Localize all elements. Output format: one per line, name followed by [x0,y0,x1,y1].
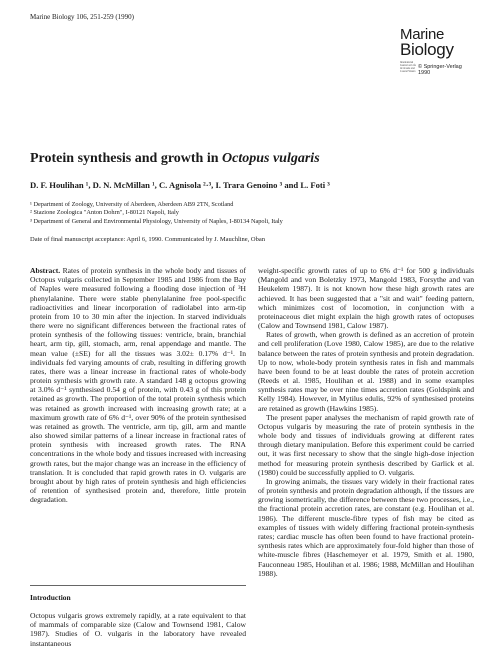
introduction-paragraph: Octopus vulgaris grows extremely rapidly, at a rate equivalent to that of mammals of comparable size (Calow and Townsend 1981, Calow 1987). Studies of O. vulgaris in the laboratory have revealed instantaneous [30,611,246,648]
paragraph-1: weight-specific growth rates of up to 6% d⁻¹ for 500 g individuals (Mangold and von Boletzky 1973, Mangold 1983, Forsythe and van Heukelem 1987). It is not known how these high growth rates are achieved. It has been suggested that a "sit and wait" feeding pattern, which minimizes cost of locomotion, in conjunction with a proteinaceous diet might explain the high growth rates of octopuses (Calow and Townsend 1981, Calow 1987). [258,266,474,331]
acceptance-date: Date of final manuscript acceptance: April 6, 1990. Communicated by J. Mauchline, Oban [30,236,266,243]
logo-copyright: © Springer-Verlag 1990 [418,64,462,76]
introduction-heading: Introduction [30,593,71,602]
affiliation-3: ³ Department of General and Environmental Physiology, University of Naples, I-80134 Napoli, Italy [30,217,283,225]
introduction-text [30,611,246,648]
logo-small-text: International Journal on Life in Oceans and Coastal Waters [400,61,416,73]
affiliation-2: ² Stazione Zoologica "Anton Dohrn", I-80121 Napoli, Italy [30,209,179,217]
logo-line-marine: Marine [400,26,445,43]
affiliation-1: ¹ Department of Zoology, University of Aberdeen, Aberdeen AB9 2TN, Scotland [30,201,234,208]
abstract-label: Abstract. [30,266,61,275]
article-title [30,151,320,167]
abstract [30,266,246,504]
author-list: D. F. Houlihan ¹, D. N. McMillan ¹, C. Agnisola ²·³, I. Trara Genoino ³ and L. Foti ³ [30,180,330,190]
logo-line-biology: Biology [400,40,454,59]
paragraph-2: Rates of growth, when growth is defined as an accretion of protein and cell proliferation (Love 1980, Calow 1985), are due to the relative balance between the rates of protein synthesis and protein degradation. Up to now, whole-body protein synthesis rates in fish and mammals have been found to be at least double the rates of protein accretion (Reeds et al. 1985, Houlihan et al. 1988) and in some examples synthesis rates may be over nine times accretion rates (Goldspink and Kelly 1984). However, in Mytilus edulis, 92% of synthesised proteins are retained as growth (Hawkins 1985). [258,330,474,413]
section-divider [30,585,246,586]
journal-reference: Marine Biology 106, 251-259 (1990) [30,13,135,21]
paragraph-3: The present paper analyses the mechanism of rapid growth rate of Octopus vulgaris by measuring the rate of protein synthesis in the whole body and tissues of individuals growing at different rates through dietary manipulation. Before this experiment could be carried out, it was first necessary to show that the single high-dose injection method for measuring protein synthesis described by Garlick et al. (1980) could be successfully applied to O. vulgaris. [258,412,474,477]
right-column [258,266,474,578]
title-prefix: Protein synthesis and growth in [30,151,223,166]
affiliations [30,201,283,226]
journal-logo [400,26,472,76]
paragraph-4: In growing animals, the tissues vary widely in their fractional rates of protein synthesis and protein degradation although, if the tissues are growing isometrically, the difference between these two processes, i.e., the fractional protein accretion rates, are constant (e.g. Houlihan et al. 1986). The different muscle-fibre types of fish may be cited as examples of tissues with widely differing fractional protein-synthesis rates; cardiac muscle has often been found to have fractional protein-synthesis rates which are approximately four-fold higher than those of white-muscle fibres (Haschemeyer et al. 1979, Smith et al. 1980, Fauconneau 1985, Houlihan et al. 1986; 1988, McMillan and Houlihan 1988). [258,476,474,578]
abstract-text: Rates of protein synthesis in the whole body and tissues of Octopus vulgaris collected in September 1985 and 1986 from the Bay of Naples were measured following a flooding dose injection of ³H phenylalanine. There were stable phenylalanine free pool-specific radioactivities and linear incorporation of radiolabel into arm-tip protein from 10 to 30 min after the injection. In starved individuals there were no significant differences between the fractional rates of protein synthesis of the following tissues: ventricle, brain, branchial heart, arm tip, gill, stomach, arm, renal appendage and mantle. The mean value (±SE) for all the tissues was 3.02± 0.17% d⁻¹. In individuals fed varying amounts of crab, resulting in differing growth rates, there was a linear increase in fractional rates of whole-body protein synthesis with growth rate. A standard 148 g octopus growing at 3.0% d⁻¹ synthesised 0.54 g of protein, with 0.43 g of this protein retained as growth. The proportion of the total protein synthesis which was retained as growth increased with increasing growth rate; at a maximum growth rate of 6% d⁻¹, over 90% of the protein synthesised was retained as growth. The ventricle, arm tip, gill, arm and mantle also showed similar patterns of a linear increase in fractional rates of protein synthesis with increased growth rates. The RNA concentrations in the whole body and tissues increased with increasing growth rates, but the major change was an increase in the efficiency of translation. It is concluded that rapid growth rates in O. vulgaris are brought about by high rates of protein synthesis and high efficiencies of retention of synthesised protein and, therefore, little protein degradation. [30,266,246,505]
title-species: Octopus vulgaris [222,151,320,166]
